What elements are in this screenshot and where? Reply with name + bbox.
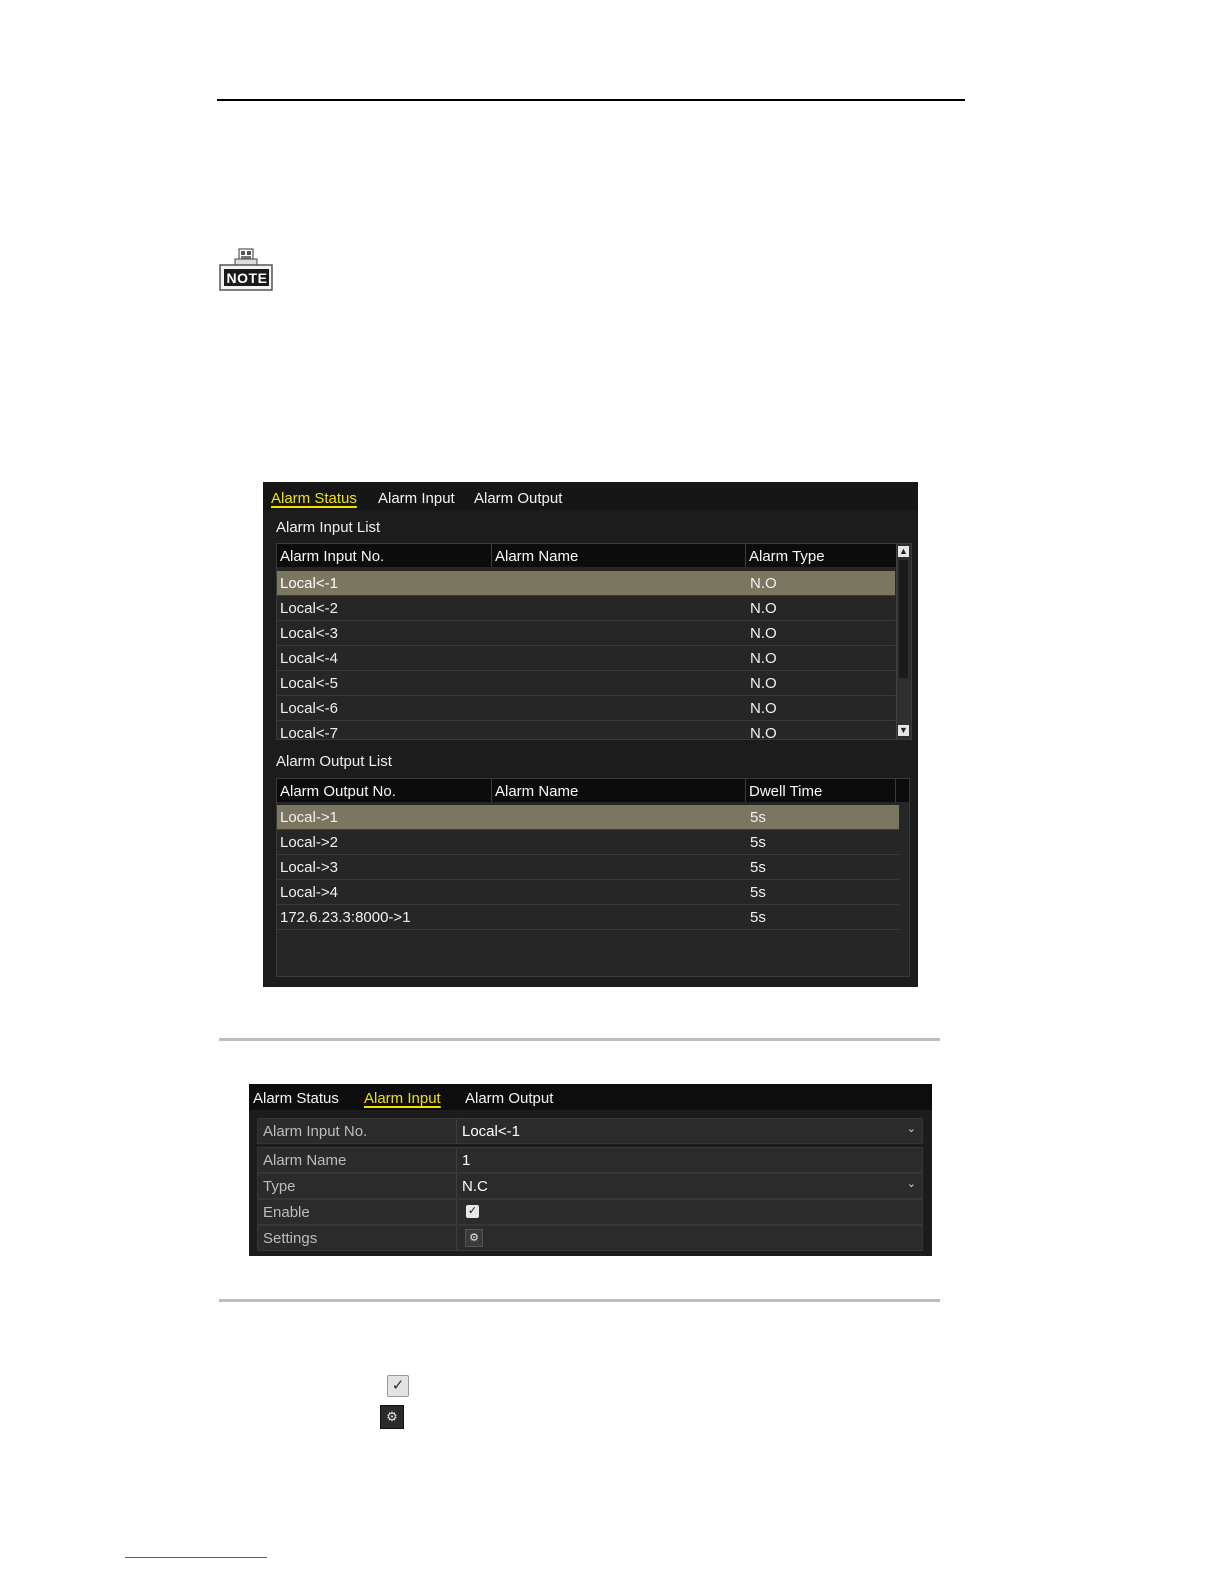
alarm-name-label: Alarm Name	[263, 1152, 347, 1169]
cell-input-no: Local<-7	[280, 725, 338, 740]
cell-input-no: Local<-3	[280, 625, 338, 642]
table-row[interactable]	[277, 905, 899, 930]
settings-label: Settings	[263, 1230, 318, 1247]
enable-row	[257, 1199, 923, 1225]
divider	[219, 1038, 940, 1041]
cell-alarm-type: N.O	[750, 725, 777, 740]
input-list-scrollbar[interactable]	[896, 544, 911, 739]
alarm-status-panel	[263, 482, 918, 987]
type-row	[257, 1173, 923, 1199]
cell-output-no: Local->1	[280, 809, 338, 826]
table-row[interactable]	[277, 880, 899, 905]
col-alarm-output-no[interactable]: Alarm Output No.	[280, 783, 396, 800]
settings-gear-icon[interactable]: ⚙	[465, 1229, 483, 1247]
table-row[interactable]	[277, 646, 895, 671]
cell-output-no: Local->2	[280, 834, 338, 851]
cell-input-no: Local<-2	[280, 600, 338, 617]
tab-alarm-input[interactable]: Alarm Input	[378, 490, 455, 507]
footer-link-underline[interactable]	[125, 1557, 267, 1558]
cell-alarm-type: N.O	[750, 600, 777, 617]
cell-alarm-type: N.O	[750, 675, 777, 692]
table-row[interactable]	[277, 855, 899, 880]
alarm-output-table	[276, 778, 910, 977]
tab-bar	[249, 1084, 932, 1110]
alarm-output-list-title: Alarm Output List	[276, 753, 392, 770]
enable-label: Enable	[263, 1204, 310, 1221]
alarm-input-table-header	[277, 544, 896, 567]
col-dwell-time[interactable]: Dwell Time	[749, 783, 823, 800]
alarm-name-row	[257, 1147, 923, 1173]
cell-alarm-type: N.O	[750, 625, 777, 642]
note-icon-label: NOTE	[226, 270, 268, 286]
table-row[interactable]	[277, 805, 899, 830]
type-label: Type	[263, 1178, 296, 1195]
chevron-down-icon[interactable]: ⌄	[906, 1178, 916, 1190]
tab-alarm-status[interactable]: Alarm Status	[271, 490, 357, 507]
tab-alarm-output[interactable]: Alarm Output	[474, 490, 563, 507]
alarm-input-list-title: Alarm Input List	[276, 519, 381, 536]
col-alarm-type[interactable]: Alarm Type	[749, 548, 825, 565]
tab-alarm-output[interactable]: Alarm Output	[465, 1090, 554, 1107]
cell-alarm-type: N.O	[750, 700, 777, 717]
alarm-input-no-select[interactable]: Local<-1	[462, 1123, 520, 1140]
chevron-down-icon[interactable]: ⌄	[906, 1123, 916, 1135]
cell-alarm-type: N.O	[750, 575, 777, 592]
cell-output-no: Local->4	[280, 884, 338, 901]
alarm-name-input[interactable]: 1	[462, 1152, 471, 1169]
cell-alarm-type: N.O	[750, 650, 777, 667]
tab-bar	[263, 482, 918, 510]
divider	[219, 1299, 940, 1302]
cell-input-no: Local<-5	[280, 675, 338, 692]
cell-input-no: Local<-1	[280, 575, 338, 592]
checkbox-checked-icon: ✓	[387, 1375, 409, 1397]
tab-alarm-input[interactable]: Alarm Input	[364, 1090, 441, 1107]
scroll-up-icon[interactable]: ▲	[899, 546, 908, 556]
tab-alarm-status[interactable]: Alarm Status	[253, 1090, 339, 1107]
table-row[interactable]	[277, 830, 899, 855]
alarm-input-table	[276, 543, 912, 740]
col-alarm-name[interactable]: Alarm Name	[495, 783, 579, 800]
cell-input-no: Local<-4	[280, 650, 338, 667]
table-row[interactable]	[277, 596, 895, 621]
cell-dwell-time: 5s	[750, 859, 766, 876]
col-alarm-input-no[interactable]: Alarm Input No.	[280, 548, 385, 565]
cell-dwell-time: 5s	[750, 834, 766, 851]
scroll-down-icon[interactable]: ▼	[899, 725, 908, 735]
col-alarm-name[interactable]: Alarm Name	[495, 548, 579, 565]
table-row[interactable]	[277, 571, 895, 596]
type-select[interactable]: N.C	[462, 1178, 488, 1195]
table-row[interactable]	[277, 621, 895, 646]
alarm-output-table-header	[277, 779, 909, 802]
scroll-thumb[interactable]	[899, 560, 908, 678]
settings-row	[257, 1225, 923, 1251]
table-row[interactable]	[277, 671, 895, 696]
note-icon	[219, 248, 273, 292]
cell-dwell-time: 5s	[750, 809, 766, 826]
gear-icon: ⚙	[380, 1405, 404, 1429]
table-row[interactable]	[277, 721, 895, 740]
cell-input-no: Local<-6	[280, 700, 338, 717]
alarm-input-panel	[249, 1084, 932, 1256]
cell-output-no: Local->3	[280, 859, 338, 876]
alarm-input-no-label: Alarm Input No.	[263, 1123, 368, 1140]
cell-dwell-time: 5s	[750, 884, 766, 901]
table-row[interactable]	[277, 696, 895, 721]
alarm-input-no-row	[257, 1118, 923, 1144]
cell-dwell-time: 5s	[750, 909, 766, 926]
enable-checkbox[interactable]: ✓	[467, 1205, 478, 1217]
header-rule	[217, 99, 965, 101]
cell-output-no: 172.6.23.3:8000->1	[280, 909, 411, 926]
